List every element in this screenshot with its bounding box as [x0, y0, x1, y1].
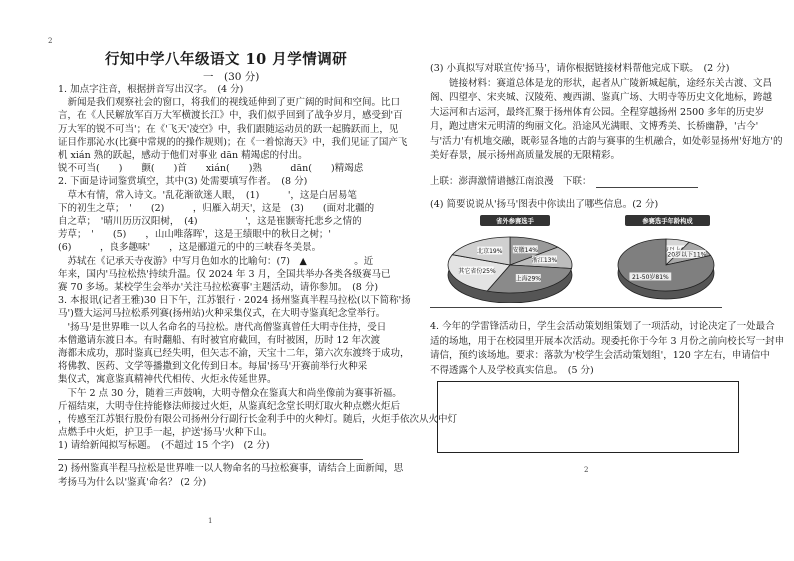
text-line: 1) 请给新闻拟写标题。 (不超过 15 个字) (2 分) [58, 440, 270, 452]
slice-label: 上海29% [515, 275, 541, 283]
text-line: (3) 小真拟写对联宣传'扬马'，请你根据链接材料帮他完成下联。 (2 分) [430, 63, 730, 74]
chart-title: 省外参赛选手 [496, 218, 534, 225]
pie-chart-2 [618, 215, 714, 299]
text-line: 集仪式，寓意鉴真精神代代相传、火炬永传延世界。 [58, 374, 277, 386]
text-line: 考扬马为什么以'鉴真'命名？ (2 分) [58, 476, 207, 488]
right-column-q5 [430, 320, 785, 378]
text-line: '扬马'是世界唯一以人名命名的马拉松。唐代高僧鉴真曾任大明寺住持，受日 [58, 321, 387, 333]
text-line: 证目作那沁水(比赛中常规的的操作规则)；在《一着惊海天》中，我们见证了国产飞 [58, 136, 408, 148]
text-line: 1. 加点字注音，根据拼音写出汉字。 (4 分) [58, 84, 244, 95]
text-line: 万大军的锐不可当'；在《'飞天'凌空》中，我们跟随运动员的跃一起腾跃而上，见 [58, 123, 399, 135]
text-line: 将佛教、医药、文学等播撒到文化传到日本。每届'扬马'开赛前举行火种采 [58, 361, 368, 373]
right-column [430, 62, 783, 164]
left-column [58, 83, 458, 453]
right-page-number: 2 [584, 466, 589, 474]
chart-answer-line[interactable] [430, 307, 722, 308]
text-line: 马')暨大运河马拉松系列赛(扬州站)火种采集仪式，在大明寺鉴真纪念堂举行。 [58, 308, 386, 320]
text-line: 月，跑过唐宋元明清的绚丽文化。沿途风光满眼、文博秀美、长桥幽静，'古今' [430, 121, 759, 132]
page-title: 行知中学八年级语文 10 月学情调研 [105, 51, 348, 68]
couplet-prompt: 上联：澎湃激情谱撼江南浪漫 下联： [430, 176, 592, 187]
text-line: 阁、四望亭、宋夹城、汉陵苑、瘦西湖、鉴真广场、大明寺等历史文化地标，跨越 [430, 92, 773, 103]
text-line: 2. 下面是诗词鉴赏填空，其中(3) 处需要填写作者。 (8 分) [58, 176, 308, 188]
corner-page-number: 2 [48, 37, 53, 45]
text-line: 斤福结束，大明寺住持能修法师接过火炬，从鉴真纪念堂长明灯取火种点燃火炬后 [58, 400, 401, 412]
text-line: (6) ，良多趣味' ，这是郦道元的中的三峡春冬美景。 [58, 242, 322, 254]
slice-label: 浙江13% [531, 256, 558, 264]
text-line: 大运河和古运河，最终汇聚于扬州体育公园。全程穿越扬州 2500 多年的历史岁 [430, 106, 765, 118]
text-line: 锐不可当( ) 颤( )首 xián( )熟 dān( )精竭虑 [58, 163, 364, 175]
text-line: 与'活力'有机地交融，既彰显各地的古韵与赛事的生机融合，如处彰显扬州'好地方'的 [430, 135, 783, 147]
text-line: 芳草； ' (5) ，山山唯落晖'，这是王绩眼中的秋日之树；' [58, 229, 351, 241]
text-line: 草木有情，常入诗文。'乱花渐欲迷人眼， (1) '，这是白居易笔 [58, 189, 357, 201]
text-line: 适的场地，用于在校园里开展本次活动。现委托你于今年 3 月份之前向校长写一封申 [430, 335, 785, 347]
slice-label: 安徽14% [512, 246, 538, 254]
section-heading: 一 (30 分) [203, 71, 260, 83]
text-line: 不得透露个人及学校真实信息。 (5 分) [430, 364, 594, 376]
text-line: 美好春景，展示扬州高质量发展的无限精彩。 [430, 150, 621, 161]
chart-title: 参赛选手年龄构成 [642, 218, 693, 225]
text-line: 点燃手中火炬，护卫手一起，护送'扬马'火种下山。 [58, 427, 273, 439]
text-line: 3. 本报讯(记者王雅)30 日下午，江苏银行 · 2024 扬州鉴真半程马拉松(以下简称'扬 [58, 295, 411, 307]
text-line: 赛 70 多场。某校学生会举办'关注马拉松赛事'主题活动，请你参加。 (8 分) [58, 282, 379, 294]
text-line: 请信，预约该场地。要求：落款为'校学生会活动策划组'，120 字左右，申请信中 [430, 350, 770, 361]
text-line: 链接材料：赛道总体是龙的形状，起者从广陵新城起航，途经东关古渡、文昌 [430, 77, 773, 89]
slice-label: 北京19% [477, 248, 503, 256]
text-line: 言，在《人民解放军百万大军横渡长江》中，我们似乎回到了战争岁月，感受到'百 [58, 110, 403, 122]
left-column-q2 [58, 462, 404, 489]
slice-label: 其它省份25% [458, 267, 496, 275]
chart-question: (4) 简要说说从'扬马'图表中你读出了哪些信息。(2 分) [430, 199, 659, 210]
slice-label: 21-50岁81% [631, 273, 669, 281]
text-line: 下午 2 点 30 分，随着三声鼓响，大明寺僧众在鉴真大和尚坐像前为赛事祈福。 [58, 387, 402, 399]
text-line: 机 xián 熟的跃起，感动于他们对事业 dān 精竭虑的付出。 [58, 150, 308, 162]
slice-label: 20岁以下11% [667, 251, 707, 259]
text-line: 海都未成功，那时鉴真已经失明，但矢志不渝，天宝十二年，第六次东渡终于成功， [58, 348, 410, 360]
left-page-number: 1 [208, 517, 213, 525]
text-line: 新闻是我们观察社会的窗口，将我们的视线延伸到了更广阔的时间和空间。比口 [58, 97, 401, 109]
text-line: 年来，国内'马拉松热'持续升温。仅 2024 年 3 月，全国共举办各类各级赛马已 [58, 268, 391, 280]
text-line: 2) 扬州鉴真半程马拉松是世界唯一以人物命名的马拉松赛事，请结合上面新闻，思 [58, 463, 404, 474]
charts-area [430, 213, 740, 303]
text-line: 4. 今年的学雷锋活动日，学生会活动策划组策划了一项活动，讨论决定了一处最合 [430, 321, 775, 332]
text-line: 苏轼在《记承天寺夜游》中写月色如水的比喻句：(7) ▲ 。近 [58, 255, 374, 267]
letter-writing-box[interactable] [437, 381, 739, 453]
text-line: 自之草； '晴川历历汉阳树， (4) '，这是崔颢寄托悲乡之情的 [58, 216, 362, 228]
text-line: 下的初生之草； ' (2) ，归雁入胡天'，这是 (3) (面对北疆的 [58, 202, 375, 214]
answer-line-1[interactable] [58, 459, 363, 460]
text-line: 本僧邀请东渡日本。有时翻船、有时被官府截回，有时被困，历时 12 年次渡 [58, 334, 381, 346]
text-line: ，传感至江苏银行股份有限公司扬州分行副行长金利手中的火种灯。随后，火炬手依次从火中灯 [58, 414, 458, 426]
pie-chart-1 [448, 215, 572, 303]
couplet-answer-line[interactable] [596, 187, 698, 188]
